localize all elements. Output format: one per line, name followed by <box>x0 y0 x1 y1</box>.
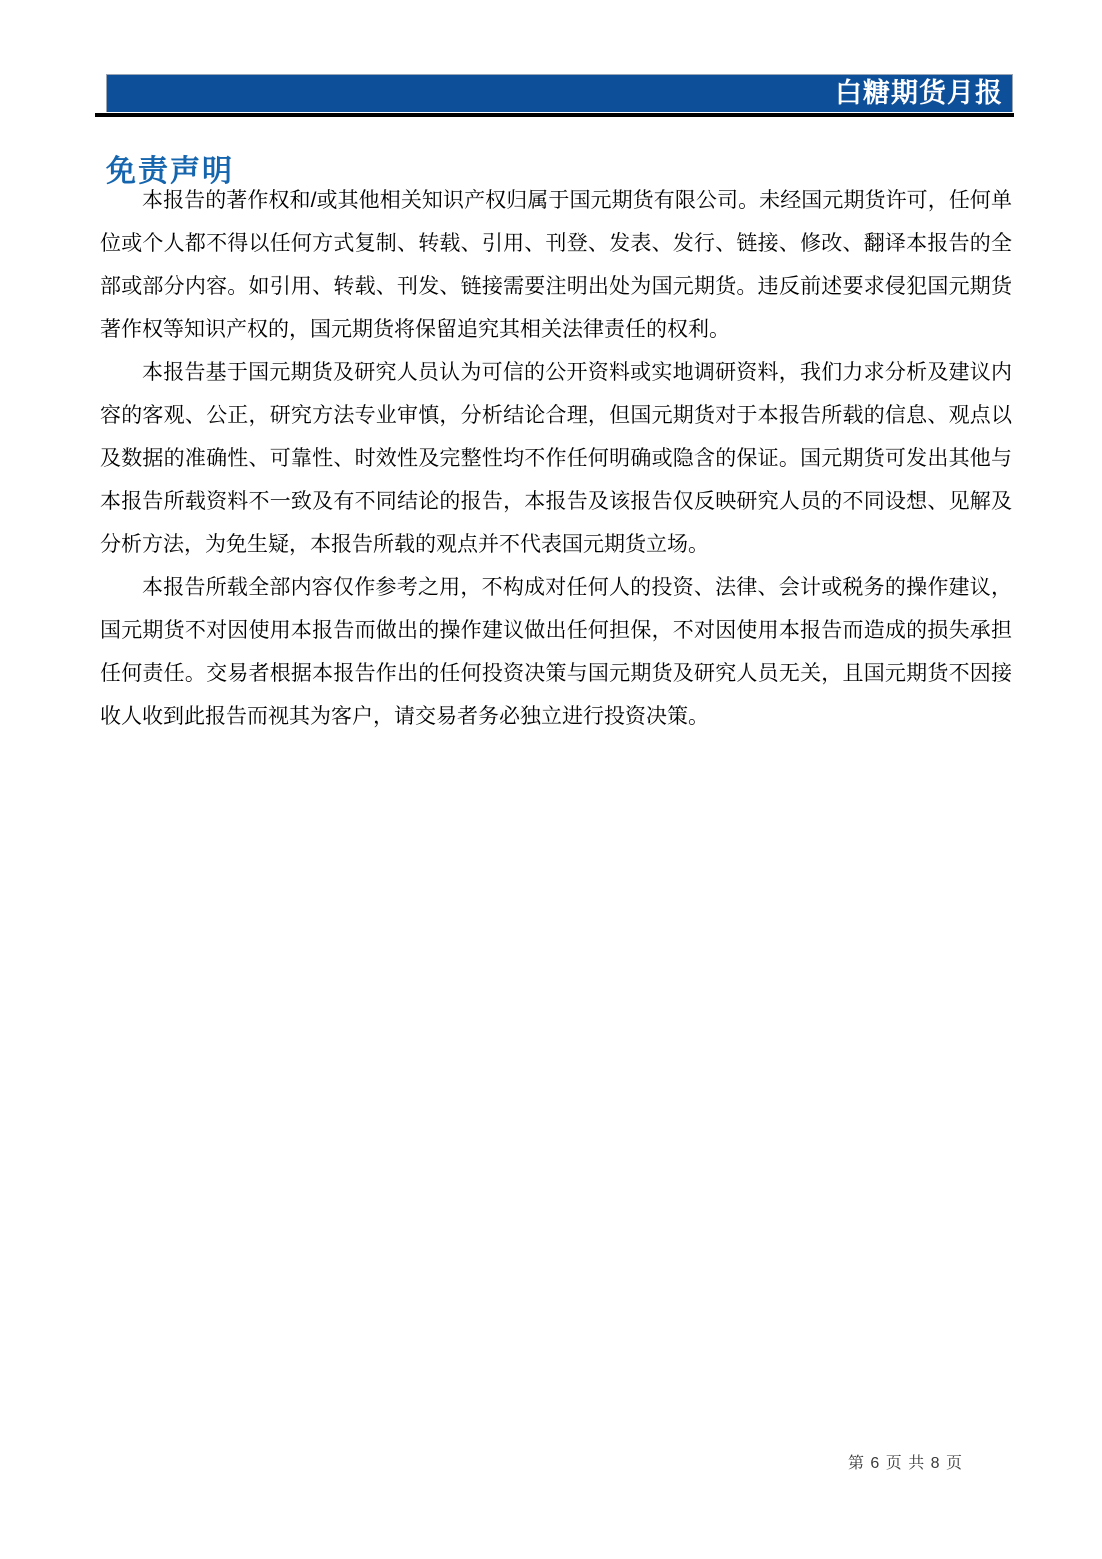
disclaimer-paragraph: 本报告的著作权和/或其他相关知识产权归属于国元期货有限公司。未经国元期货许可，任何单位或个人都不得以任何方式复制、转载、引用、刊登、发表、发行、链接、修改、翻译本报告的全部或部分内容。如引用、转载、刊发、链接需要注明出处为国元期货。违反前述要求侵犯国元期货著作权等知识产权的，国元期货将保留追究其相关法律责任的权利。 <box>100 189 1012 341</box>
report-header-bar <box>106 74 1013 112</box>
disclaimer-heading: 免责声明 <box>106 155 234 189</box>
header-divider <box>95 113 1014 117</box>
page-number: 第 6 页 共 8 页 <box>847 1455 963 1472</box>
disclaimer-paragraph: 本报告基于国元期货及研究人员认为可信的公开资料或实地调研资料，我们力求分析及建议内容的客观、公正，研究方法专业审慎，分析结论合理，但国元期货对于本报告所载的信息、观点以及数据的准确性、可靠性、时效性及完整性均不作任何明确或隐含的保证。国元期货可发出其他与本报告所载资料不一致及有不同结论的报告，本报告及该报告仅反映研究人员的不同设想、见解及分析方法，为免生疑，本报告所载的观点并不代表国元期货立场。 <box>100 361 1012 556</box>
disclaimer-paragraph: 本报告所载全部内容仅作参考之用，不构成对任何人的投资、法律、会计或税务的操作建议，国元期货不对因使用本报告而做出的操作建议做出任何担保，不对因使用本报告而造成的损失承担任何责任。交易者根据本报告作出的任何投资决策与国元期货及研究人员无关，且国元期货不因接收人收到此报告而视其为客户，请交易者务必独立进行投资决策。 <box>100 576 1012 728</box>
report-title: 白糖期货月报 <box>835 78 1003 108</box>
disclaimer-body <box>100 179 1012 738</box>
